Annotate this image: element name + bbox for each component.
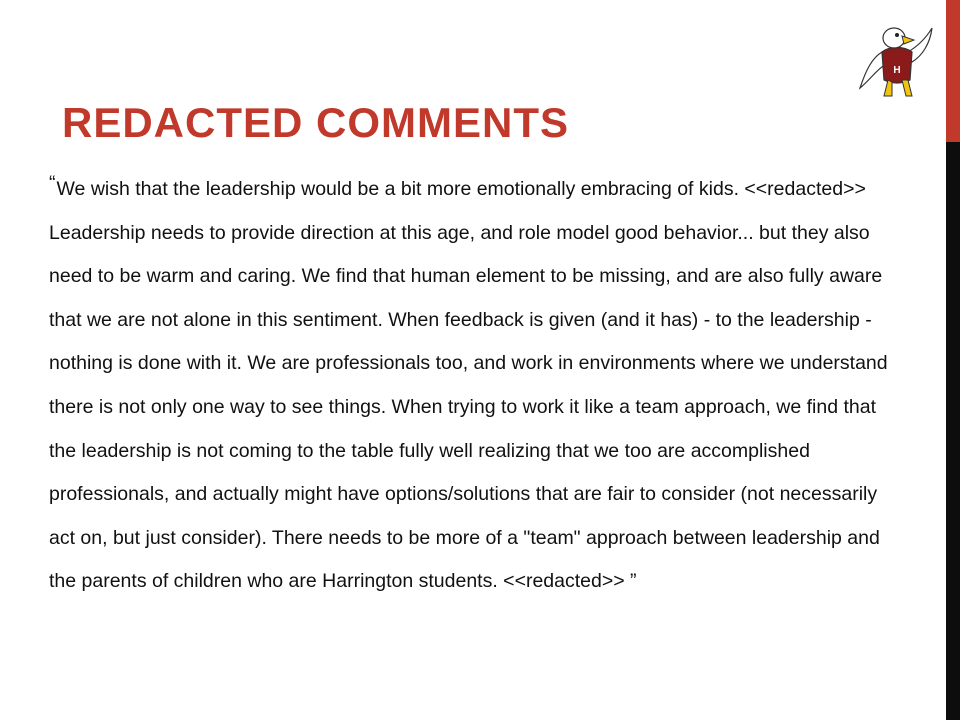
eagle-mascot-icon [852,18,938,104]
accent-bar-black [946,142,960,720]
slide-title: REDACTED COMMENTS [62,99,569,146]
accent-bar-red [946,0,960,142]
quote-close-mark: ” [630,570,637,593]
quote-open-mark: “ [49,172,56,194]
comment-text: We wish that the leadership would be a bit more emotionally embracing of kids. <<redacted>> Leadership needs to provide direction at this age, and role model good behavior... but they also need to be warm and caring. We find that human element to be missing, and are also fully aware that we are not alone in this sentiment. When feedback is given (and it has) - to the leadership - nothing is done with it. We are professionals too, and work in environments where we understand there is not only one way to see things. When trying to work it like a team approach, we find that the leadership is not coming to the table fully well realizing that we too are accomplished professionals, and actually might have options/solutions that are fair to consider (not necessarily act on, but just consider). There needs to be more of a "team" approach between leadership and the parents of children who are Harrington students. <<redacted>> [49,178,888,593]
comment-quote [49,168,899,604]
svg-text:H: H [893,65,901,76]
